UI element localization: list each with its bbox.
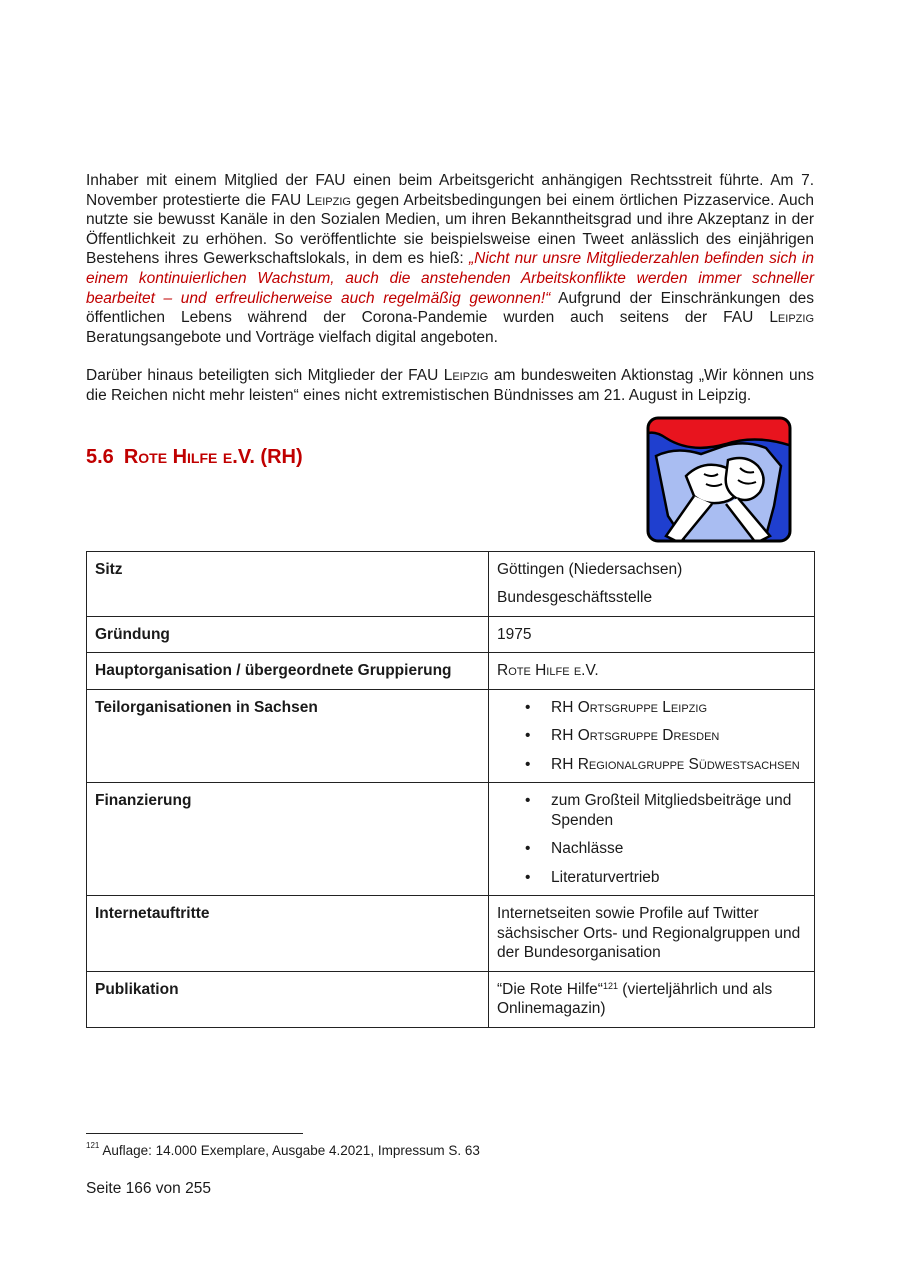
row-value-finanzierung <box>489 783 815 896</box>
list-item: • RH Ortsgruppe Dresden <box>497 726 806 746</box>
text-run: Inhaber mit einem Mitglied der FAU einen beim Arbeitsgericht anhängigen Rechtsstreit führte. Am 7. November protestierte die FAU <box>86 172 814 209</box>
paragraph-fau-activities <box>86 171 814 347</box>
org-name-smallcaps: Leipzig <box>306 191 351 209</box>
row-key-hauptorganisation: Hauptorganisation / übergeordnete Gruppierung <box>87 653 489 690</box>
footnote-ref-link[interactable]: 121 <box>602 980 618 991</box>
section-title: Rote Hilfe e.V. (RH) <box>123 445 303 468</box>
row-value-publikation <box>489 971 815 1027</box>
list-item: • RH Regionalgruppe Südwestsachsen <box>497 755 806 775</box>
table-row <box>87 689 815 783</box>
page-content <box>86 171 814 1028</box>
teilorganisationen-list <box>497 698 806 775</box>
logo-right-fist <box>726 458 764 500</box>
list-item: • Literaturvertrieb <box>497 868 806 888</box>
row-key-sitz: Sitz <box>87 551 489 616</box>
footnote-121 <box>86 1143 480 1158</box>
text-run: gegen Arbeitsbedingungen bei einem örtlichen Pizzaservice. Auch nutzte sie bewusst Kanäle in den Sozialen Medien, um ihren Bekanntheitsgrad und ihre Akzeptanz in der Öffentlichkeit zu erhöhen. So veröffentlichte sie beispielsweise einen Tweet anlässlich des einjährigen Bestehens ihres Gewerkschaftslokals, in dem es hieß: <box>86 191 815 268</box>
table-row <box>87 653 815 690</box>
list-item: • Nachlässe <box>497 839 806 859</box>
publication-title: “Die Rote Hilfe“ <box>497 980 603 998</box>
organisation-fact-table <box>86 551 815 1028</box>
row-key-teilorganisationen: Teilorganisationen in Sachsen <box>87 689 489 783</box>
section-heading <box>86 446 303 469</box>
sitz-city: Göttingen (Niedersachsen) <box>497 560 683 578</box>
page-number: Seite 166 von 255 <box>86 1180 211 1197</box>
row-key-gruendung: Gründung <box>87 616 489 653</box>
table-row <box>87 616 815 653</box>
footnote-text: Auflage: 14.000 Exemplare, Ausgabe 4.2021, Impressum S. 63 <box>99 1143 480 1158</box>
text-run: Darüber hinaus beteiligten sich Mitglieder der FAU <box>86 367 444 385</box>
row-key-publikation: Publikation <box>87 971 489 1027</box>
text-run: am bundesweiten Aktionstag „Wir können uns die Reichen nicht mehr leisten“ eines nicht extremistischen Bündnisses am 21. August in Leipzig. <box>86 367 814 404</box>
table-row <box>87 971 815 1027</box>
sitz-office: Bundesgeschäftsstelle <box>497 589 653 607</box>
table-row <box>87 896 815 972</box>
org-name-smallcaps: Leipzig <box>769 309 814 327</box>
list-item: • zum Großteil Mitgliedsbeiträge und Spenden <box>497 791 806 830</box>
crossed-fists-logo-icon <box>646 416 792 543</box>
row-key-finanzierung: Finanzierung <box>87 783 489 896</box>
section-number: 5.6 <box>86 445 114 468</box>
finanzierung-list <box>497 791 806 887</box>
row-key-internetauftritte: Internetauftritte <box>87 896 489 972</box>
row-value-gruendung: 1975 <box>489 616 815 653</box>
row-value-teilorganisationen <box>489 689 815 783</box>
list-item: • RH Ortsgruppe Leipzig <box>497 698 806 718</box>
text-run: Beratungsangebote und Vorträge vielfach digital angeboten. <box>86 328 498 346</box>
table-row <box>87 551 815 616</box>
text-run: Aufgrund der Einschränkungen des öffentlichen Lebens während der Corona-Pandemie wurden auch seitens der FAU <box>86 289 814 327</box>
tweet-quote: „Nicht nur unsre Mitgliederzahlen befinden sich in einem kontinuierlichen Wachstum, auch die anstehenden Arbeitskonflikte werden immer schneller bearbeitet – und erfreulicherweise auch regelmäßig gewonnen!“ <box>86 250 814 307</box>
footnote-marker: 121 <box>86 1141 100 1150</box>
row-value-sitz <box>489 551 815 616</box>
table-row <box>87 783 815 896</box>
org-name-smallcaps: Leipzig <box>443 367 489 385</box>
publication-frequency: (vierteljährlich und als Onlinemagazin) <box>497 980 773 1018</box>
section-heading-row <box>86 416 814 551</box>
row-value-hauptorganisation: Rote Hilfe e.V. <box>489 653 815 690</box>
paragraph-aktionstag <box>86 366 814 405</box>
row-value-internetauftritte: Internetseiten sowie Profile auf Twitter sächsischer Orts- und Regionalgruppen und der Bundesorganisation <box>489 896 815 972</box>
footnote-divider <box>86 1133 303 1134</box>
